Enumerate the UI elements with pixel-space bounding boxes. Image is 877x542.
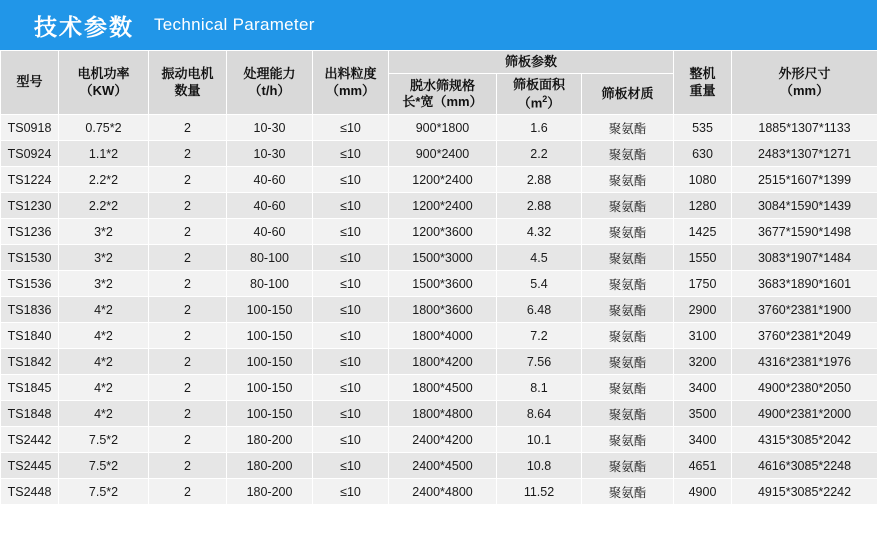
header-vib-motor-count-line2: 数量 (174, 82, 201, 98)
table-row (1, 193, 877, 219)
cell-capacity: 10-30 (227, 115, 313, 141)
header-screen-area-line2 (499, 94, 579, 112)
table-row (1, 219, 877, 245)
cell-dimension: 4900*2380*2050 (732, 375, 877, 401)
cell-screen-spec: 900*2400 (389, 141, 497, 167)
table-row (1, 401, 877, 427)
cell-screen-material: 聚氨酯 (582, 401, 674, 427)
cell-model: TS2445 (1, 453, 59, 479)
cell-discharge-size: ≤10 (313, 167, 389, 193)
cell-screen-spec: 1200*3600 (389, 219, 497, 245)
cell-dimension: 4316*2381*1976 (732, 349, 877, 375)
cell-capacity: 100-150 (227, 349, 313, 375)
header-motor-power (59, 51, 149, 115)
cell-machine-weight: 4651 (674, 453, 732, 479)
header-screen-spec-line1: 脱水筛规格 (409, 77, 475, 93)
cell-screen-material: 聚氨酯 (582, 453, 674, 479)
cell-capacity: 100-150 (227, 323, 313, 349)
cell-model: TS1845 (1, 375, 59, 401)
cell-machine-weight: 1550 (674, 245, 732, 271)
header-capacity-line2: （t/h） (248, 82, 291, 98)
cell-discharge-size: ≤10 (313, 271, 389, 297)
cell-dimension: 2515*1607*1399 (732, 167, 877, 193)
cell-model: TS0918 (1, 115, 59, 141)
cell-vib-motor-count: 2 (149, 219, 227, 245)
cell-screen-spec: 2400*4800 (389, 479, 497, 505)
cell-model: TS1836 (1, 297, 59, 323)
cell-screen-area: 10.8 (497, 453, 582, 479)
cell-screen-spec: 1800*4500 (389, 375, 497, 401)
cell-discharge-size: ≤10 (313, 297, 389, 323)
cell-discharge-size: ≤10 (313, 349, 389, 375)
header-discharge-size-line1: 出料粒度 (324, 66, 377, 82)
header-screen-area-unit-open: （m (517, 94, 543, 110)
table-row (1, 271, 877, 297)
cell-model: TS1224 (1, 167, 59, 193)
cell-screen-area: 2.88 (497, 193, 582, 219)
header-machine-weight-line1: 整机 (689, 66, 716, 82)
page-banner (0, 0, 877, 50)
cell-motor-power: 4*2 (59, 323, 149, 349)
cell-vib-motor-count: 2 (149, 427, 227, 453)
cell-model: TS2448 (1, 479, 59, 505)
cell-machine-weight: 630 (674, 141, 732, 167)
cell-dimension: 3760*2381*1900 (732, 297, 877, 323)
cell-screen-area: 7.56 (497, 349, 582, 375)
cell-motor-power: 2.2*2 (59, 193, 149, 219)
header-capacity (227, 51, 313, 115)
cell-model: TS1536 (1, 271, 59, 297)
cell-capacity: 100-150 (227, 375, 313, 401)
cell-dimension: 3677*1590*1498 (732, 219, 877, 245)
header-screen-spec (389, 74, 497, 115)
table-row (1, 349, 877, 375)
cell-screen-area: 5.4 (497, 271, 582, 297)
cell-vib-motor-count: 2 (149, 297, 227, 323)
cell-capacity: 180-200 (227, 479, 313, 505)
cell-screen-material: 聚氨酯 (582, 427, 674, 453)
cell-motor-power: 3*2 (59, 219, 149, 245)
cell-machine-weight: 3100 (674, 323, 732, 349)
cell-model: TS1236 (1, 219, 59, 245)
cell-capacity: 100-150 (227, 401, 313, 427)
cell-machine-weight: 1280 (674, 193, 732, 219)
cell-discharge-size: ≤10 (313, 245, 389, 271)
cell-screen-material: 聚氨酯 (582, 115, 674, 141)
header-model: 型号 (1, 51, 59, 115)
header-row-1 (1, 51, 877, 74)
cell-dimension: 3683*1890*1601 (732, 271, 877, 297)
cell-discharge-size: ≤10 (313, 193, 389, 219)
cell-capacity: 40-60 (227, 167, 313, 193)
cell-dimension: 4900*2381*2000 (732, 401, 877, 427)
cell-motor-power: 4*2 (59, 375, 149, 401)
cell-screen-spec: 1200*2400 (389, 167, 497, 193)
header-screen-area-unit-close: ） (547, 94, 561, 110)
cell-vib-motor-count: 2 (149, 141, 227, 167)
header-dimension-line2: （mm） (779, 82, 830, 98)
cell-screen-area: 1.6 (497, 115, 582, 141)
cell-vib-motor-count: 2 (149, 349, 227, 375)
cell-screen-material: 聚氨酯 (582, 219, 674, 245)
header-screen-group: 筛板参数 (389, 51, 674, 74)
cell-dimension: 4915*3085*2242 (732, 479, 877, 505)
table-row (1, 115, 877, 141)
cell-motor-power: 3*2 (59, 245, 149, 271)
cell-screen-area: 4.5 (497, 245, 582, 271)
cell-vib-motor-count: 2 (149, 193, 227, 219)
cell-screen-material: 聚氨酯 (582, 375, 674, 401)
header-machine-weight (674, 51, 732, 115)
cell-discharge-size: ≤10 (313, 427, 389, 453)
cell-screen-material: 聚氨酯 (582, 479, 674, 505)
cell-capacity: 180-200 (227, 453, 313, 479)
table-row (1, 453, 877, 479)
cell-screen-spec: 2400*4500 (389, 453, 497, 479)
cell-model: TS1840 (1, 323, 59, 349)
banner-title-en: Technical Parameter (154, 15, 315, 34)
cell-motor-power: 1.1*2 (59, 141, 149, 167)
cell-screen-area: 11.52 (497, 479, 582, 505)
cell-screen-spec: 1800*3600 (389, 297, 497, 323)
header-capacity-line1: 处理能力 (243, 66, 296, 82)
cell-motor-power: 7.5*2 (59, 453, 149, 479)
cell-screen-area: 6.48 (497, 297, 582, 323)
header-discharge-size (313, 51, 389, 115)
cell-motor-power: 0.75*2 (59, 115, 149, 141)
table-row (1, 297, 877, 323)
cell-screen-area: 2.2 (497, 141, 582, 167)
cell-screen-spec: 1800*4800 (389, 401, 497, 427)
cell-machine-weight: 535 (674, 115, 732, 141)
table-row (1, 167, 877, 193)
cell-vib-motor-count: 2 (149, 167, 227, 193)
cell-screen-area: 8.64 (497, 401, 582, 427)
cell-screen-area: 7.2 (497, 323, 582, 349)
technical-parameter-table (0, 50, 877, 505)
cell-screen-spec: 1200*2400 (389, 193, 497, 219)
cell-screen-material: 聚氨酯 (582, 323, 674, 349)
cell-screen-material: 聚氨酯 (582, 349, 674, 375)
cell-screen-area: 4.32 (497, 219, 582, 245)
cell-machine-weight: 3200 (674, 349, 732, 375)
cell-screen-material: 聚氨酯 (582, 141, 674, 167)
cell-capacity: 10-30 (227, 141, 313, 167)
cell-discharge-size: ≤10 (313, 115, 389, 141)
cell-model: TS2442 (1, 427, 59, 453)
cell-screen-area: 2.88 (497, 167, 582, 193)
header-screen-area-superscript: 2 (542, 93, 548, 104)
cell-vib-motor-count: 2 (149, 115, 227, 141)
cell-dimension: 4616*3085*2248 (732, 453, 877, 479)
cell-dimension: 3760*2381*2049 (732, 323, 877, 349)
header-dimension (732, 51, 877, 115)
header-screen-area-line1: 筛板面积 (512, 77, 565, 93)
cell-machine-weight: 4900 (674, 479, 732, 505)
cell-screen-material: 聚氨酯 (582, 245, 674, 271)
cell-screen-spec: 1500*3600 (389, 271, 497, 297)
cell-discharge-size: ≤10 (313, 453, 389, 479)
table-row (1, 375, 877, 401)
cell-dimension: 2483*1307*1271 (732, 141, 877, 167)
cell-capacity: 100-150 (227, 297, 313, 323)
cell-dimension: 3084*1590*1439 (732, 193, 877, 219)
header-dimension-line1: 外形尺寸 (778, 66, 831, 82)
cell-vib-motor-count: 2 (149, 245, 227, 271)
cell-motor-power: 4*2 (59, 401, 149, 427)
table-body (1, 115, 877, 505)
cell-screen-material: 聚氨酯 (582, 271, 674, 297)
cell-motor-power: 7.5*2 (59, 427, 149, 453)
header-screen-spec-line2: 长*宽（mm） (402, 94, 483, 110)
cell-dimension: 3083*1907*1484 (732, 245, 877, 271)
cell-capacity: 80-100 (227, 271, 313, 297)
cell-discharge-size: ≤10 (313, 479, 389, 505)
cell-vib-motor-count: 2 (149, 375, 227, 401)
header-screen-area (497, 74, 582, 115)
cell-screen-spec: 900*1800 (389, 115, 497, 141)
cell-screen-material: 聚氨酯 (582, 193, 674, 219)
table-row (1, 245, 877, 271)
header-motor-power-line1: 电机功率 (77, 66, 130, 82)
header-vib-motor-count (149, 51, 227, 115)
cell-dimension: 4315*3085*2042 (732, 427, 877, 453)
cell-vib-motor-count: 2 (149, 323, 227, 349)
cell-capacity: 80-100 (227, 245, 313, 271)
table-row (1, 427, 877, 453)
cell-model: TS1230 (1, 193, 59, 219)
cell-discharge-size: ≤10 (313, 219, 389, 245)
cell-machine-weight: 3400 (674, 427, 732, 453)
cell-screen-spec: 1800*4200 (389, 349, 497, 375)
table-row (1, 479, 877, 505)
table-row (1, 141, 877, 167)
cell-capacity: 40-60 (227, 219, 313, 245)
cell-dimension: 1885*1307*1133 (732, 115, 877, 141)
cell-discharge-size: ≤10 (313, 141, 389, 167)
cell-capacity: 40-60 (227, 193, 313, 219)
header-machine-weight-line2: 重量 (689, 82, 716, 98)
cell-model: TS1842 (1, 349, 59, 375)
cell-motor-power: 2.2*2 (59, 167, 149, 193)
cell-machine-weight: 1425 (674, 219, 732, 245)
cell-machine-weight: 3500 (674, 401, 732, 427)
cell-machine-weight: 1080 (674, 167, 732, 193)
cell-motor-power: 4*2 (59, 349, 149, 375)
cell-screen-material: 聚氨酯 (582, 167, 674, 193)
table-header (1, 51, 877, 115)
cell-machine-weight: 3400 (674, 375, 732, 401)
cell-motor-power: 7.5*2 (59, 479, 149, 505)
header-vib-motor-count-line1: 振动电机 (161, 66, 214, 82)
cell-screen-spec: 1500*3000 (389, 245, 497, 271)
banner-title-cn: 技术参数 (34, 13, 134, 40)
table-row (1, 323, 877, 349)
header-motor-power-line2: （KW） (79, 82, 128, 98)
cell-capacity: 180-200 (227, 427, 313, 453)
cell-model: TS1848 (1, 401, 59, 427)
cell-discharge-size: ≤10 (313, 323, 389, 349)
cell-machine-weight: 1750 (674, 271, 732, 297)
cell-vib-motor-count: 2 (149, 401, 227, 427)
cell-discharge-size: ≤10 (313, 375, 389, 401)
cell-machine-weight: 2900 (674, 297, 732, 323)
cell-screen-material: 聚氨酯 (582, 297, 674, 323)
cell-model: TS0924 (1, 141, 59, 167)
cell-screen-spec: 1800*4000 (389, 323, 497, 349)
cell-vib-motor-count: 2 (149, 453, 227, 479)
cell-vib-motor-count: 2 (149, 271, 227, 297)
cell-screen-area: 10.1 (497, 427, 582, 453)
header-screen-material: 筛板材质 (582, 74, 674, 115)
cell-screen-spec: 2400*4200 (389, 427, 497, 453)
cell-model: TS1530 (1, 245, 59, 271)
cell-screen-area: 8.1 (497, 375, 582, 401)
cell-motor-power: 4*2 (59, 297, 149, 323)
cell-vib-motor-count: 2 (149, 479, 227, 505)
header-discharge-size-line2: （mm） (325, 82, 376, 98)
cell-motor-power: 3*2 (59, 271, 149, 297)
cell-discharge-size: ≤10 (313, 401, 389, 427)
